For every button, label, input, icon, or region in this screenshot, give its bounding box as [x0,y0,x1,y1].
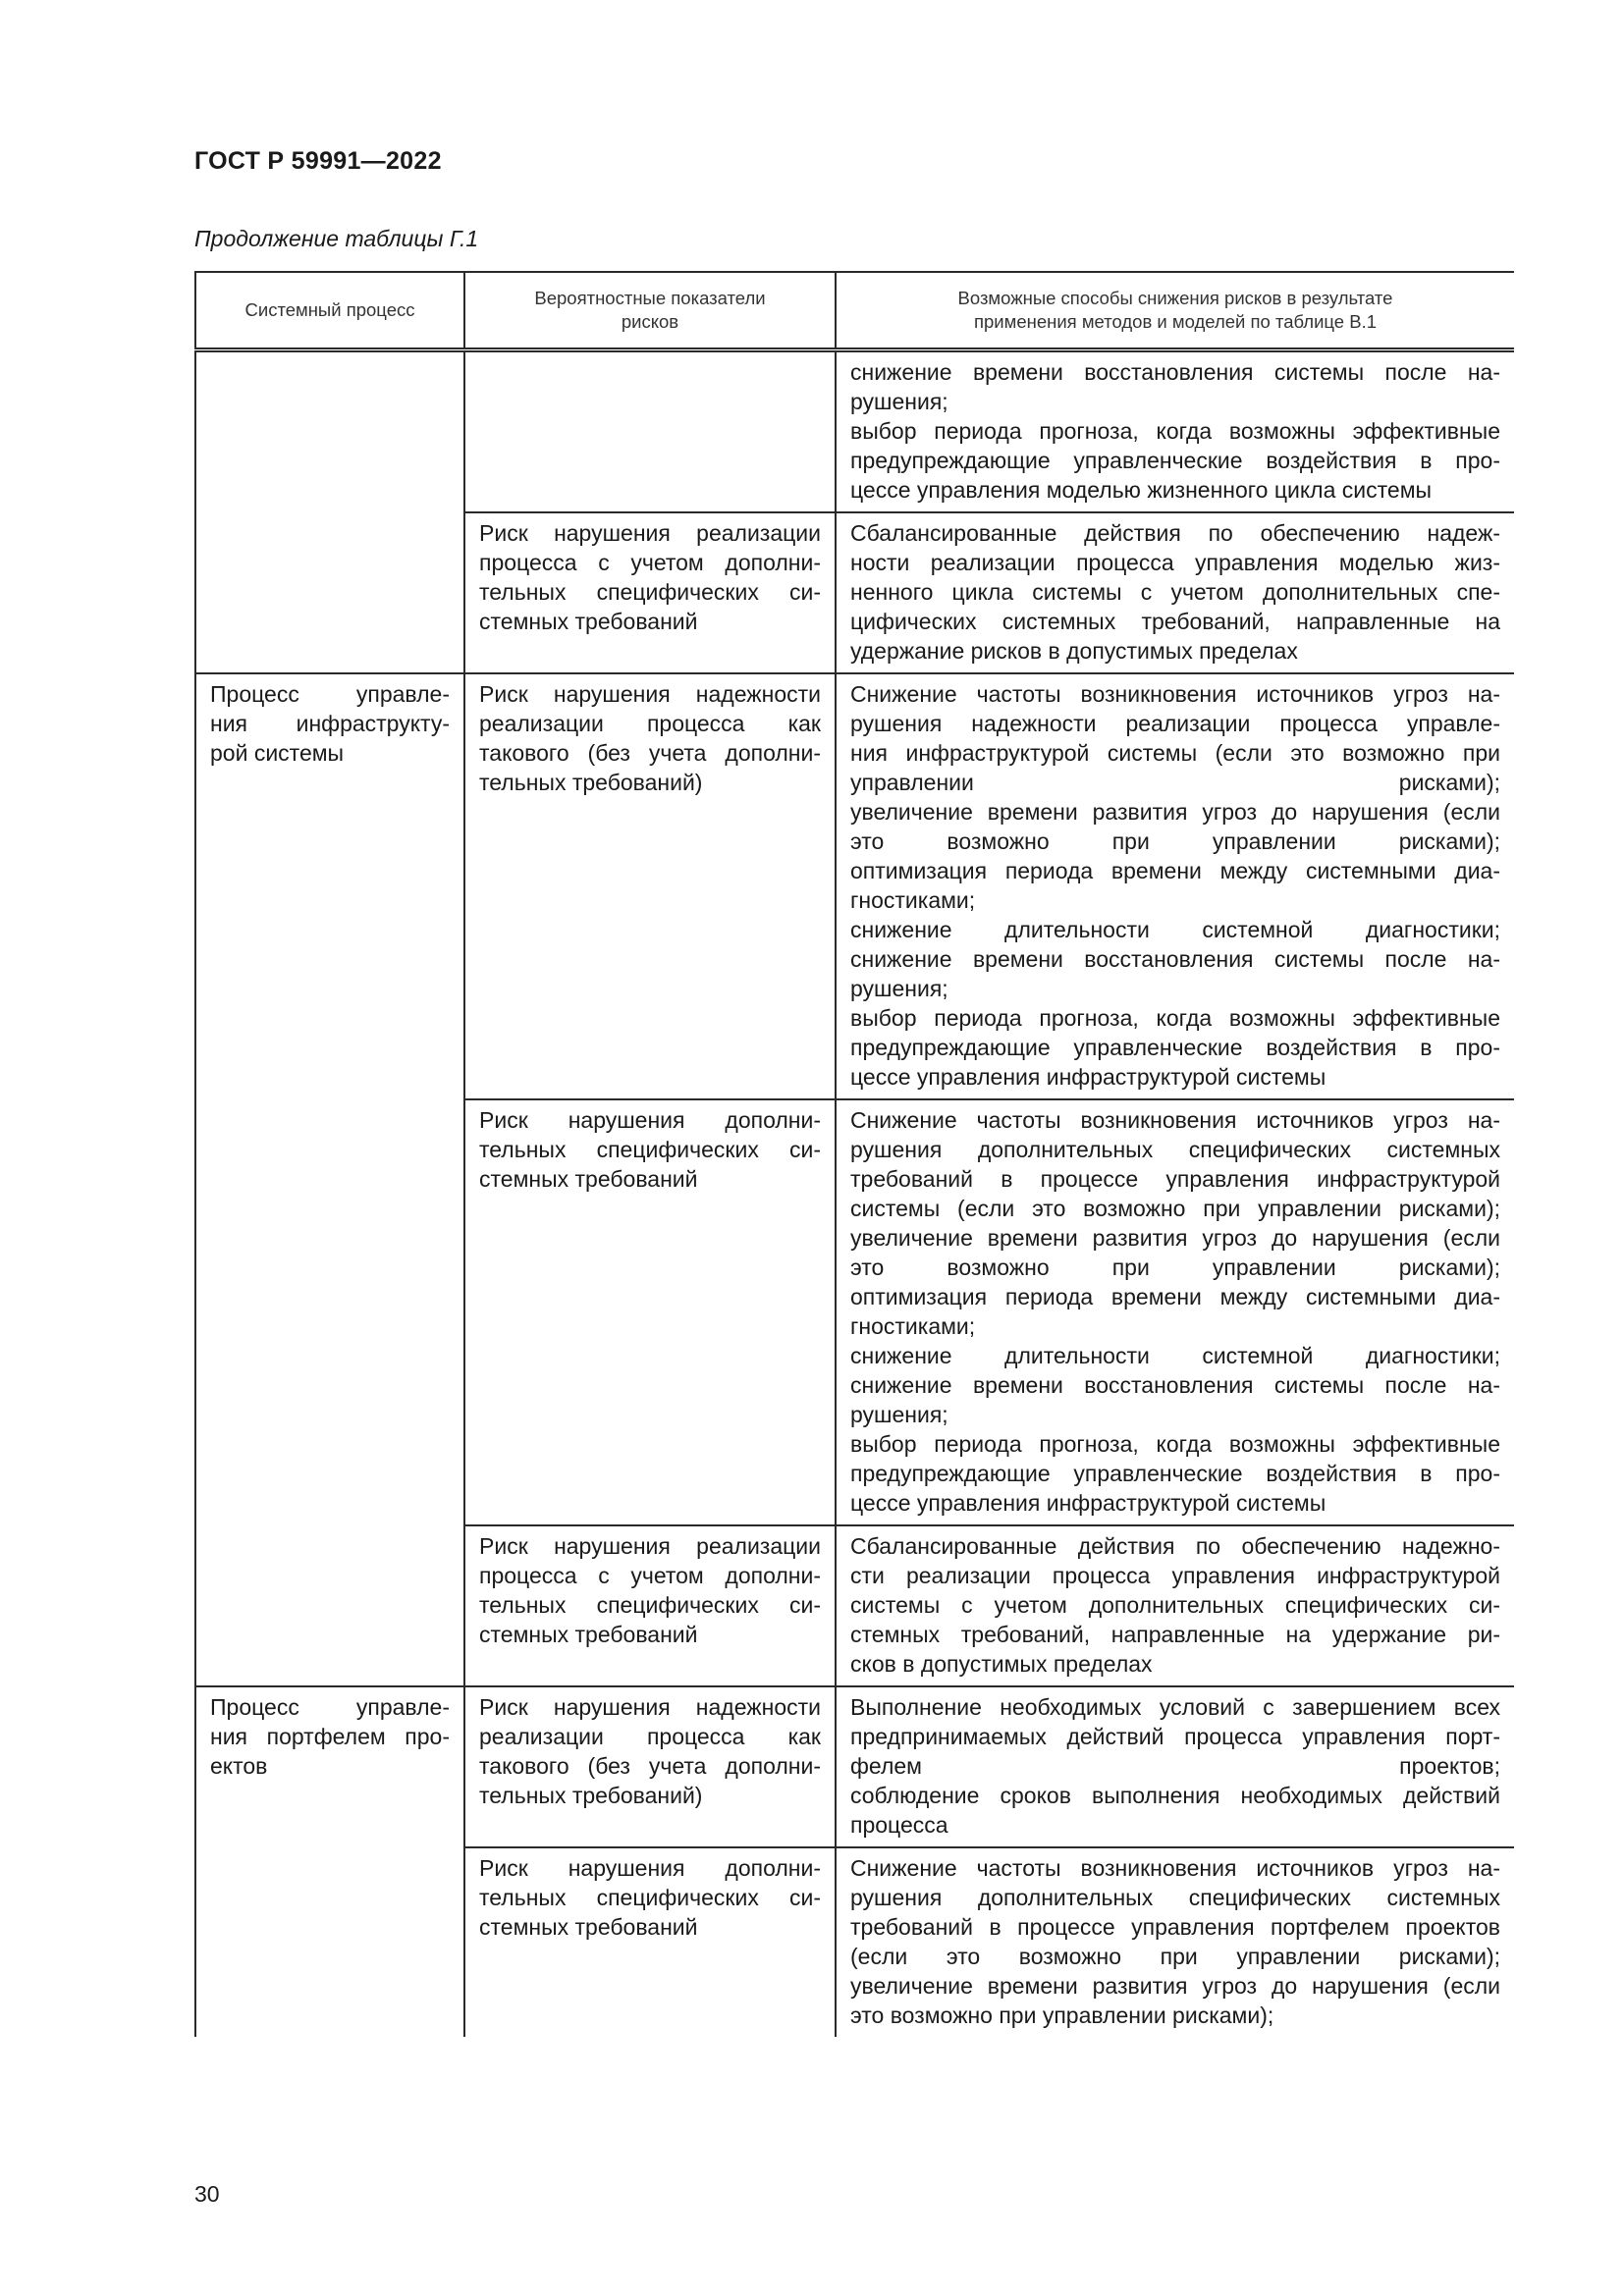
text-line: Риск нарушения надежности [479,681,821,707]
process-cell [195,1686,464,2037]
text-line: Снижение частоты возникновения источников угроз на- [850,681,1500,707]
text-line: системы с учетом дополнительных специфических си- [850,1592,1500,1618]
risk-table-container [194,271,1514,2108]
text-line: ния инфраструкту- [210,711,450,736]
risk-table [194,271,1514,2037]
text-line: Риск нарушения реализации [479,520,821,546]
page-number: 30 [194,2181,220,2207]
text-line: процесса с учетом дополни- [479,1563,821,1588]
text-line: увеличение времени развития угроз до нарушения (если [850,1225,1500,1251]
text-line: рушения дополнительных специфических системных [850,1137,1500,1162]
text-line: управлении рисками); [850,770,1500,795]
text-line: требований в процессе управления портфелем проектов [850,1914,1500,1940]
text-line: предупреждающие управленческие воздействия в про- [850,448,1500,473]
table-row [195,350,1514,513]
text-line: реализации процесса как [479,711,821,736]
risk-indicator-cell [464,1847,836,2037]
text-line: тельных специфических си- [479,579,821,605]
text-line: удержание рисков в допустимых пределах [850,638,1298,664]
text-line: Процесс управле- [210,681,450,707]
text-line: применения методов и моделей по таблице В.1 [973,311,1378,332]
text-line: такового (без учета дополни- [479,1753,821,1779]
text-line: цессе управления инфраструктурой системы [850,1490,1326,1516]
document-header: ГОСТ Р 59991—2022 [194,147,442,175]
text-line: такового (без учета дополни- [479,740,821,766]
column-header-mitigation-methods [836,272,1514,350]
text-line: гностиками; [850,887,976,913]
text-line: ности реализации процесса управления моделью жиз- [850,550,1500,575]
text-line: стемных требований [479,1914,698,1940]
text-line: стемных требований [479,1622,698,1647]
text-line: цифических системных требований, направленные на [850,609,1500,634]
column-header-process [195,272,464,350]
text-line: Процесс управле- [210,1694,450,1720]
text-line: оптимизация периода времени между системными диа- [850,1284,1500,1309]
process-cell [195,350,464,674]
text-line: тельных специфических си- [479,1592,821,1618]
text-line: тельных специфических си- [479,1137,821,1162]
text-line: выбор периода прогноза, когда возможны эффективные [850,418,1500,444]
text-line: снижение времени восстановления системы после на- [850,1372,1500,1398]
text-line: рушения дополнительных специфических системных [850,1885,1500,1910]
table-row [195,673,1514,1099]
text-line: сков в допустимых пределах [850,1651,1153,1677]
text-line: цессе управления моделью жизненного цикла системы [850,477,1433,503]
text-line: снижение длительности системной диагностики; [850,917,1500,942]
process-cell [195,673,464,1686]
text-line: это возможно при управлении рисками); [850,1255,1500,1280]
text-line: рушения; [850,976,948,1001]
text-line: это возможно при управлении рисками); [850,2002,1274,2028]
table-body [195,350,1514,2038]
text-line: рушения; [850,1402,948,1427]
text-line: Системный процесс [244,299,415,320]
text-line: Сбалансированные действия по обеспечению надежно- [850,1533,1500,1559]
text-line: реализации процесса как [479,1724,821,1749]
risk-indicator-cell [464,1525,836,1686]
text-line: гностиками; [850,1313,976,1339]
text-line: предупреждающие управленческие воздействия в про- [850,1035,1500,1060]
text-line: системы (если это возможно при управлении рисками); [850,1196,1500,1221]
mitigation-methods-cell [836,350,1514,513]
text-line: предпринимаемых действий процесса управления порт- [850,1724,1500,1749]
text-line: фелем проектов; [850,1753,1500,1779]
text-line: ектов [210,1753,268,1779]
risk-indicator-cell [464,350,836,513]
text-line: предупреждающие управленческие воздействия в про- [850,1461,1500,1486]
text-line: рисков [621,311,679,332]
text-line: Снижение частоты возникновения источников угроз на- [850,1107,1500,1133]
text-line: требований в процессе управления инфраструктурой [850,1166,1500,1192]
text-line: Риск нарушения реализации [479,1533,821,1559]
risk-indicator-cell [464,673,836,1099]
column-header-risk-indicators [464,272,836,350]
text-line: Возможные способы снижения рисков в результате [957,288,1393,308]
text-line: ненного цикла системы с учетом дополнительных спе- [850,579,1500,605]
text-line: Риск нарушения дополни- [479,1855,821,1881]
text-line: увеличение времени развития угроз до нарушения (если [850,1973,1500,1999]
text-line: это возможно при управлении рисками); [850,828,1500,854]
text-line: снижение длительности системной диагностики; [850,1343,1500,1368]
text-line: тельных специфических си- [479,1885,821,1910]
text-line: выбор периода прогноза, когда возможны эффективные [850,1431,1500,1457]
text-line: стемных требований [479,1166,698,1192]
text-line: соблюдение сроков выполнения необходимых действий [850,1783,1500,1808]
text-line: снижение времени восстановления системы после на- [850,359,1500,385]
mitigation-methods-cell [836,1099,1514,1525]
text-line: тельных требований) [479,770,703,795]
text-line: выбор периода прогноза, когда возможны эффективные [850,1005,1500,1031]
text-line: (если это возможно при управлении рисками); [850,1944,1500,1969]
text-line: Риск нарушения надежности [479,1694,821,1720]
text-line: рушения; [850,389,948,414]
text-line: стемных требований, направленные на удержание ри- [850,1622,1500,1647]
table-header-row [195,272,1514,350]
text-line: увеличение времени развития угроз до нарушения (если [850,799,1500,825]
mitigation-methods-cell [836,512,1514,673]
text-line: Сбалансированные действия по обеспечению надеж- [850,520,1500,546]
text-line: рой системы [210,740,345,766]
risk-indicator-cell [464,1686,836,1847]
text-line: Снижение частоты возникновения источников угроз на- [850,1855,1500,1881]
text-line: процесса с учетом дополни- [479,550,821,575]
risk-indicator-cell [464,1099,836,1525]
text-line: оптимизация периода времени между системными диа- [850,858,1500,883]
text-line: тельных требований) [479,1783,703,1808]
mitigation-methods-cell [836,1686,1514,1847]
text-line: ния портфелем про- [210,1724,450,1749]
text-line: ния инфраструктурой системы (если это возможно при [850,740,1500,766]
table-caption: Продолжение таблицы Г.1 [194,226,479,251]
text-line: процесса [850,1812,948,1838]
text-line: стемных требований [479,609,698,634]
text-line: рушения надежности реализации процесса управле- [850,711,1500,736]
mitigation-methods-cell [836,1847,1514,2037]
text-line: Вероятностные показатели [534,288,766,308]
mitigation-methods-cell [836,1525,1514,1686]
text-line: цессе управления инфраструктурой системы [850,1064,1326,1090]
risk-indicator-cell [464,512,836,673]
text-line: снижение времени восстановления системы после на- [850,946,1500,972]
text-line: Риск нарушения дополни- [479,1107,821,1133]
text-line: сти реализации процесса управления инфраструктурой [850,1563,1500,1588]
text-line: Выполнение необходимых условий с завершением всех [850,1694,1500,1720]
mitigation-methods-cell [836,673,1514,1099]
table-row [195,1686,1514,1847]
